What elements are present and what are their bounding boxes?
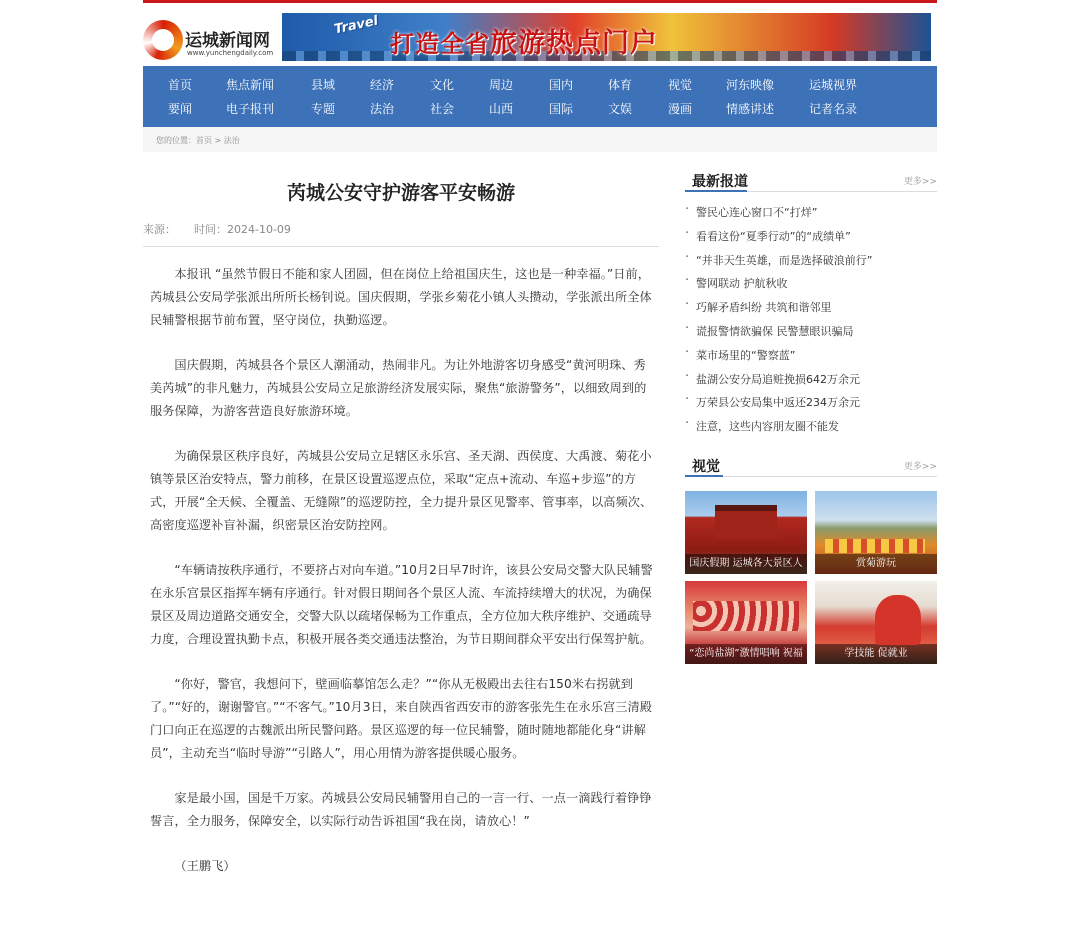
latest-header <box>685 170 937 192</box>
video-caption: 赏菊游玩 <box>815 554 937 574</box>
nav-item[interactable]: 河东映像 <box>725 78 775 92</box>
video-more-link[interactable]: 更多>> <box>903 462 937 472</box>
nav-item[interactable]: 法治 <box>369 102 395 116</box>
nav-item[interactable]: 漫画 <box>667 102 693 116</box>
nav-item[interactable]: 专题 <box>310 102 336 116</box>
nav-item[interactable]: 文化 <box>429 78 455 92</box>
nav-item[interactable]: 记者名录 <box>808 102 858 116</box>
nav-item[interactable]: 山西 <box>488 102 514 116</box>
nav-item[interactable]: 文娱 <box>607 102 633 116</box>
video-caption: “恋尚盐湖”激情唱响 祝福 <box>685 644 807 664</box>
latest-news-item[interactable]: · 警民心连心窗口不“打烊” <box>685 204 937 228</box>
article-title: 芮城公安守护游客平安畅游 <box>286 182 515 204</box>
latest-title-underline <box>685 190 747 192</box>
latest-more-link[interactable]: 更多>> <box>903 177 937 187</box>
nav-item[interactable]: 首页 <box>167 78 193 92</box>
article-author: （王鹏飞） <box>174 859 236 873</box>
latest-news-item[interactable]: · 万荣县公安局集中返还234万余元 <box>685 394 937 418</box>
article-paragraph: “你好，警官，我想问下，壁画临摹馆怎么走？”“你从无极殿出去往右150米右拐就到了。”“好的，谢谢警官。”“不客气。”10月3日，来自陕西省西安市的游客张先生在永乐宫三清殿门口向正在巡逻的古魏派出所民警问路。景区巡逻的每一位民辅警，随时随地都能化身“讲解员”，主动充当“临时导游”“引路人”，用心用情为游客提供暖心服务。 <box>150 677 652 760</box>
top-accent-line <box>143 0 937 3</box>
video-thumbnail[interactable] <box>815 581 937 664</box>
latest-news-item[interactable]: · 注意，这些内容朋友圈不能发 <box>685 418 937 442</box>
video-thumbnail[interactable] <box>685 491 807 574</box>
article-meta <box>143 221 176 237</box>
main-nav <box>143 66 937 127</box>
video-title: 视觉 <box>692 459 720 475</box>
nav-row-2 <box>143 96 937 120</box>
site-header <box>143 10 937 66</box>
latest-news-item[interactable]: · 巧解矛盾纠纷 共筑和谐邻里 <box>685 299 937 323</box>
logo-swirl-icon <box>143 20 183 60</box>
article-paragraph: “车辆请按秩序通行，不要挤占对向车道。”10月2日早7时许，该县公安局交警大队民辅警在永乐宫景区指挥车辆有序通行。针对假日期间各个景区人流、车流持续增大的状况，为确保景区及周边道路交通安全，交警大队以疏堵保畅为工作重点，全方位加大秩序维护、交通疏导力度，合理设置执勤卡点，积极开展各类交通违法整治，为节日期间群众平安出行保驾护航。 <box>150 563 653 646</box>
nav-item[interactable]: 经济 <box>369 78 395 92</box>
nav-item[interactable]: 社会 <box>429 102 455 116</box>
nav-item[interactable]: 周边 <box>488 78 514 92</box>
nav-item[interactable]: 国际 <box>548 102 574 116</box>
banner-slogan-b: 旅游热点门户 <box>490 28 658 59</box>
nav-item[interactable]: 县域 <box>310 78 336 92</box>
article-paragraph: 国庆假期，芮城县各个景区人潮涌动，热闹非凡。为让外地游客切身感受“黄河明珠、秀美芮城”的非凡魅力，芮城县公安局立足旅游经济发展实际，聚焦“旅游警务”，以细致周到的服务保障，为游客营造良好旅游环境。 <box>150 358 647 418</box>
latest-news-item[interactable]: · 盐湖公安分局追赃挽损642万余元 <box>685 371 937 395</box>
nav-item[interactable]: 国内 <box>548 78 574 92</box>
nav-item[interactable]: 焦点新闻 <box>225 78 275 92</box>
article-divider <box>143 246 659 247</box>
nav-item[interactable]: 电子报刊 <box>225 102 275 116</box>
banner-travel-label: Travel <box>332 13 380 38</box>
logo-url: www.yunchengdaily.com <box>187 49 274 57</box>
video-caption: 学技能 促就业 <box>815 644 937 664</box>
banner-slogan-a: 打造全省 <box>390 30 490 58</box>
site-logo[interactable] <box>143 14 273 64</box>
sidebar-latest <box>685 170 937 442</box>
nav-item[interactable]: 情感讲述 <box>725 102 775 116</box>
nav-row-1 <box>143 72 937 96</box>
banner-slogan <box>390 21 658 60</box>
latest-news-item[interactable]: · 谎报警情欲骗保 民警慧眼识骗局 <box>685 323 937 347</box>
video-header <box>685 455 937 477</box>
video-title-underline <box>685 475 723 477</box>
video-caption: 国庆假期 运城各大景区人 <box>685 554 807 574</box>
latest-news-list <box>685 192 937 442</box>
nav-item[interactable]: 视觉 <box>667 78 693 92</box>
latest-news-item[interactable]: · 菜市场里的“警察蓝” <box>685 347 937 371</box>
article-paragraph: 为确保景区秩序良好，芮城县公安局立足辖区永乐宫、圣天湖、西侯度、大禹渡、菊花小镇等景区治安特点，警力前移，在景区设置巡逻点位，采取“定点+流动、车巡+步巡”的方式，开展“全天候、全覆盖、无缝隙”的巡逻防控，全力提升景区见警率、管事率，以高频次、高密度巡逻补盲补漏，织密景区治安防控网。 <box>150 449 653 532</box>
article-paragraph: 本报讯 “虽然节假日不能和家人团圆，但在岗位上给祖国庆生，这也是一种幸福。”日前，芮城县公安局学张派出所所长杨钊说。国庆假期，学张乡菊花小镇人头攒动，学张派出所全体民辅警根据节前布置，坚守岗位，执勤巡逻。 <box>150 267 652 327</box>
video-thumbnail[interactable] <box>815 491 937 574</box>
video-thumbnail[interactable] <box>685 581 807 664</box>
article-body <box>150 263 653 900</box>
latest-title: 最新报道 <box>692 174 748 190</box>
header-banner[interactable] <box>282 13 931 61</box>
article-meta-time <box>194 221 291 237</box>
nav-item[interactable]: 体育 <box>607 78 633 92</box>
latest-news-item[interactable]: · 看看这份“夏季行动”的“成绩单” <box>685 228 937 252</box>
breadcrumb[interactable]: 您的位置：首页 > 法治 <box>143 127 937 152</box>
article-source: 来源： <box>143 223 176 236</box>
article-paragraph: 家是最小国，国是千万家。芮城县公安局民辅警用自己的一言一行、一点一滴践行着铮铮誓言，全力服务，保障安全，以实际行动告诉祖国“我在岗，请放心！” <box>150 791 652 828</box>
logo-name: 运城新闻网 <box>185 31 270 51</box>
sidebar-video <box>685 455 937 477</box>
nav-item[interactable]: 要闻 <box>167 102 193 116</box>
article-time: 时间：2024-10-09 <box>194 223 291 236</box>
nav-item[interactable]: 运城视界 <box>808 78 858 92</box>
latest-news-item[interactable]: · “并非天生英雄，而是选择破浪前行” <box>685 252 937 276</box>
latest-news-item[interactable]: · 警网联动 护航秋收 <box>685 275 937 299</box>
